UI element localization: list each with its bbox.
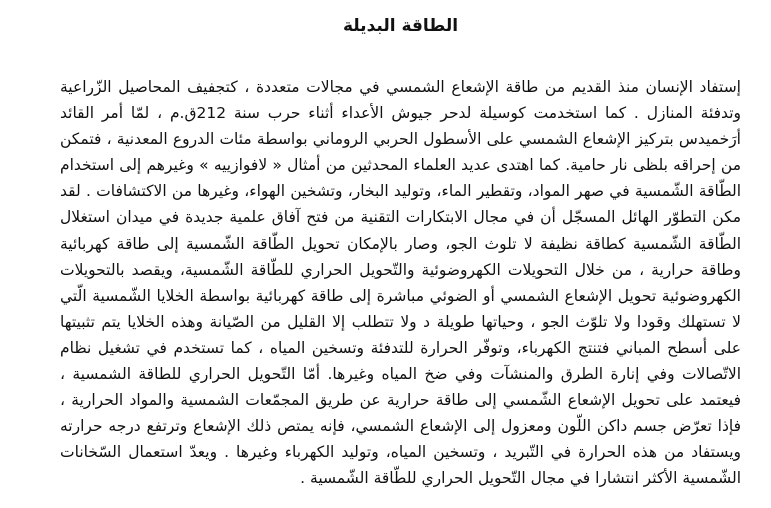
- document-paragraph: إستفاد الإنسان منذ القديم من طاقة الإشعاع الشمسي في مجالات متعددة ، كتجفيف المحاصيل الزّراعية وتدفئة المنازل . كما استخدمت كوسيلة لدحر جيوش الأعداء أثناء حرب سنة 212ق.م ، لمّا أمر القائد أرَخميدس بتركيز الإشعاع الشمسي على الأسطول الحربي الروماني بواسطة مئات الدروع المعدنية ، فتمكن من إحراقه بلظى نار حامية. كما اهتدى عديد العلماء المحدثين من أمثال « لافوازييه » وغيرهم إلى استخدام الطّاقة الشّمسية في صهر المواد، وتقطير الماء، وتوليد البخار، وتشخين الهواء، وغيرها من الاكتشافات . لقد مكن التطوّر الهائل المسجّل أن في مجال الابتكارات التقنية من فتح آفاق علمية جديدة في ميدان استغلال الطّاقة الشّمسية كطاقة نظيفة لا تلوث الجو، وصار بالإمكان تحويل الطّاقة الشّمسية إلى طاقة كهربائية وطاقة حرارية ، من خلال التحويلات الكهروضوئية والتّحويل الحراري للطّاقة الشّمسية، ويقصد بالتحويلات الكهروضوئية تحويل الإشعاع الشمسي أو الضوئي مباشرة إلى طاقة كهربائية بواسطة الخلايا الشّمسية الّتي لا تستهلك وقودا ولا تلوّث الجو ، وحياتها طويلة د ولا تتطلب إلا القليل من الصّيانة وهذه الخلايا يتم تثبيتها على أسطح المباني فتنتج الكهرباء، وتوفّر الحرارة للتدفئة وتسخين المياه ، كما تستخدم في تشغيل نظام الاتّصالات وفي إنارة الطرق والمنشآت وفي ضخ المياه وغيرها. أمّا التّحويل الحراري للطاقة الشمسية ، فيعتمد على تحويل الإشعاع الشّمسي إلى طاقة حرارية عن طريق المجمّعات الشمسية والمواد الحرارية ، فإذا تعرّض جسم داكن اللّون ومعزول إلى الإشعاع الشمسي، فإنه يمتص ذلك الإشعاع وترتفع درجه حرارته ويستفاد من هذه الحرارة في التّبريد ، وتسخين المياه، وتوليد الكهرباء وغيرها . ويعدّ استعمال السّخانات الشّمسية الأكثر انتشارا في مجال التّحويل الحراري للطّاقة الشّمسية .: [60, 78, 741, 488]
- document-title: الطاقة البديلة: [342, 16, 459, 36]
